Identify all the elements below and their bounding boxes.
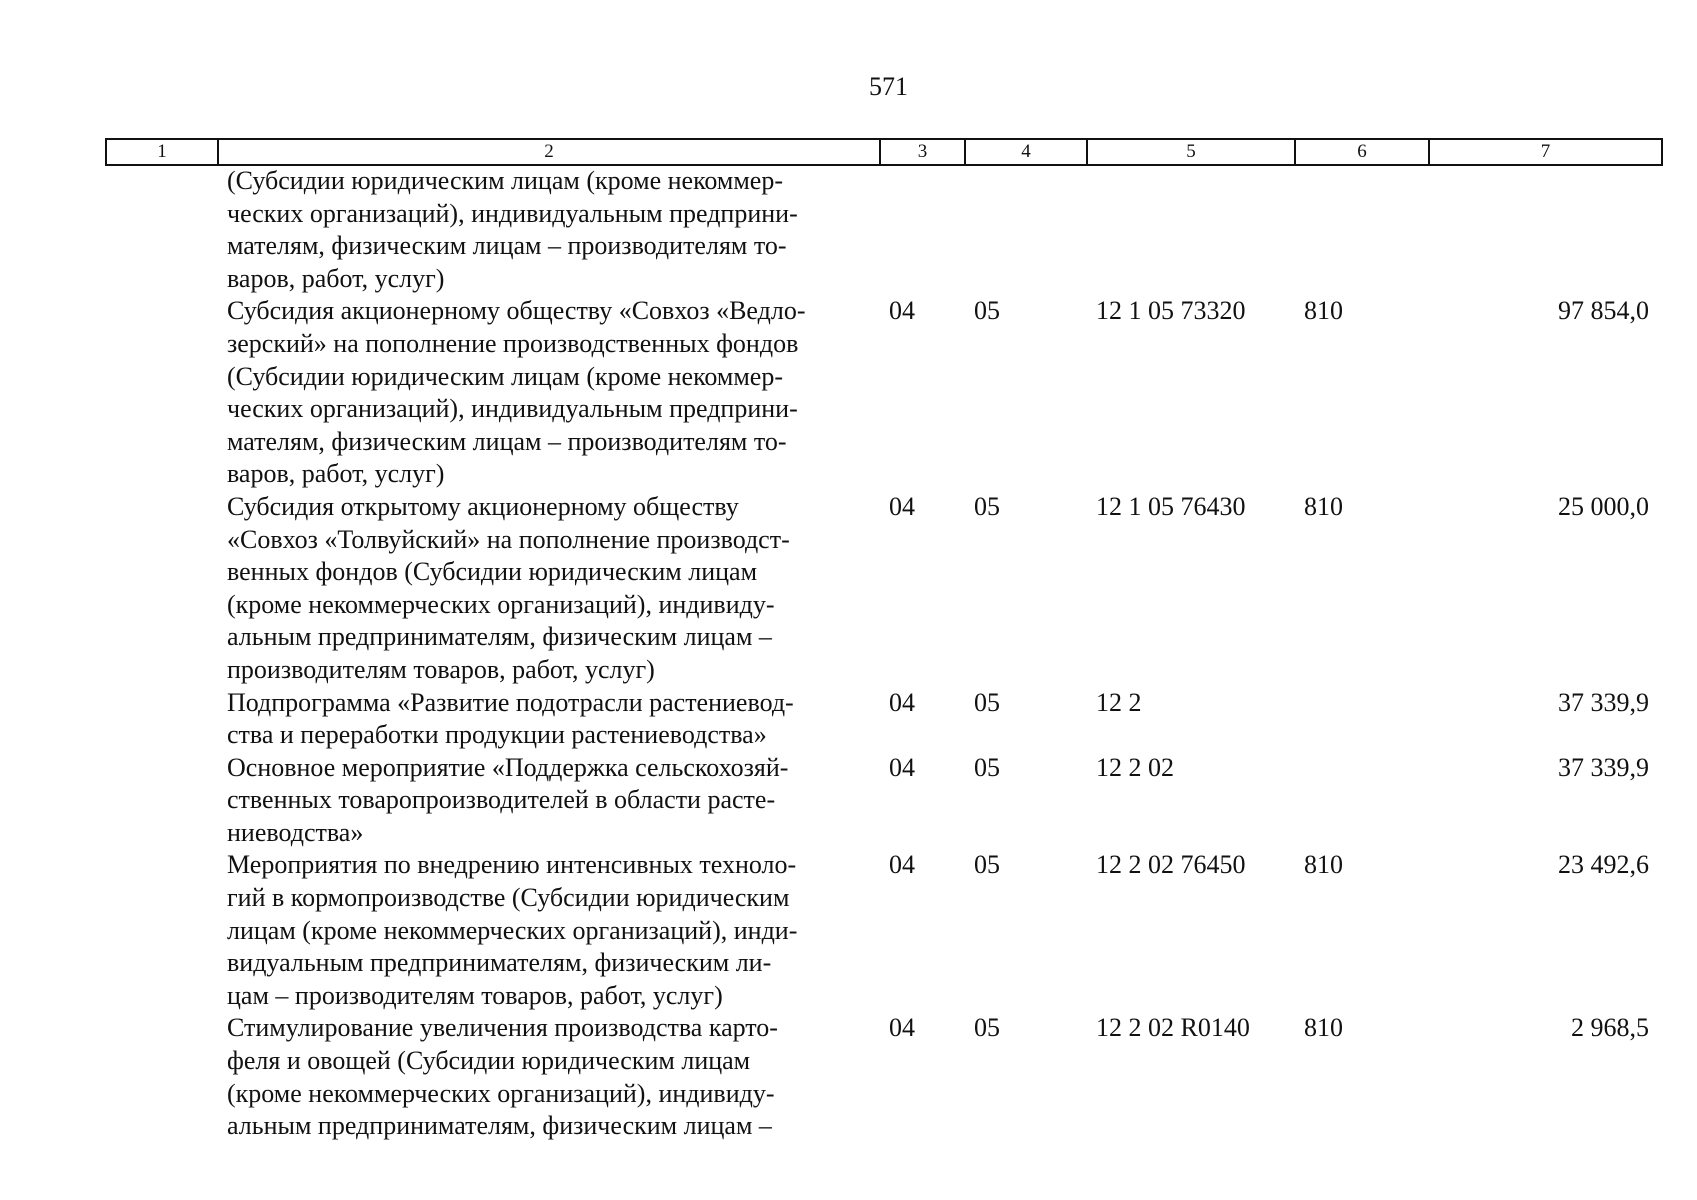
expense-type-cell (1294, 165, 1428, 295)
description-line: ственных товаропроизводителей в области расте- (227, 785, 776, 815)
table-row (105, 165, 1661, 295)
row-number-cell (105, 295, 217, 491)
description-cell (217, 1012, 879, 1142)
row-number-cell (105, 752, 217, 850)
amount-cell: 23 492,6 (1558, 850, 1649, 880)
target-article-cell (1086, 165, 1294, 295)
description-line: гий в кормопроизводстве (Субсидии юридическим (227, 883, 790, 913)
column-header-2: 2 (218, 139, 880, 165)
table-row (105, 849, 1661, 1012)
target-article-cell: 12 1 05 76430 (1096, 491, 1246, 521)
description-cell (217, 491, 879, 687)
table-row (105, 687, 1661, 752)
description-cell (217, 165, 879, 295)
column-header-7: 7 (1429, 139, 1662, 165)
amount-cell: 2 968,5 (1571, 1013, 1649, 1043)
subsection-code-cell: 05 (974, 850, 1000, 880)
section-code-cell: 04 (889, 296, 915, 326)
description-line: Стимулирование увеличения производства карто- (227, 1013, 778, 1043)
description-line: мателям, физическим лицам – производителям то- (227, 231, 787, 261)
expense-type-cell: 810 (1304, 296, 1343, 326)
column-header-1: 1 (106, 139, 218, 165)
description-line: (Субсидии юридическим лицам (кроме некоммер- (227, 361, 783, 391)
amount-cell: 37 339,9 (1558, 687, 1649, 717)
target-article-cell: 12 2 (1096, 687, 1142, 717)
description-line: Субсидия открытому акционерному обществу (227, 491, 739, 521)
row-number-cell (105, 165, 217, 295)
column-header-5: 5 (1087, 139, 1295, 165)
expense-type-cell (1294, 687, 1428, 752)
description-line: Подпрограмма «Развитие подотрасли растениевод- (227, 687, 794, 717)
description-line: мателям, физическим лицам – производителям то- (227, 426, 787, 456)
expense-type-cell: 810 (1304, 1013, 1343, 1043)
description-line: цам – производителям товаров, работ, услуг) (227, 980, 723, 1010)
description-line: ства и переработки продукции растениеводства» (227, 720, 767, 750)
section-code-cell: 04 (889, 752, 915, 782)
description-line: производителям товаров, работ, услуг) (227, 654, 655, 684)
expense-type-cell: 810 (1304, 491, 1343, 521)
description-line: феля и овощей (Субсидии юридическим лицам (227, 1046, 751, 1076)
amount-cell: 37 339,9 (1558, 752, 1649, 782)
table-row (105, 1012, 1661, 1142)
row-number-cell (105, 849, 217, 1012)
column-header-row (105, 138, 1663, 166)
section-code-cell (879, 165, 964, 295)
section-code-cell: 04 (889, 850, 915, 880)
description-line: ческих организаций), индивидуальным предприни- (227, 394, 798, 424)
description-line: Субсидия акционерному обществу «Совхоз «Ведло- (227, 296, 806, 326)
table-row (105, 752, 1661, 850)
target-article-cell: 12 2 02 (1096, 752, 1174, 782)
column-header-4: 4 (965, 139, 1087, 165)
section-code-cell: 04 (889, 491, 915, 521)
description-line: Основное мероприятие «Поддержка сельскохозяй- (227, 752, 789, 782)
table-row (105, 295, 1661, 491)
column-header-3: 3 (880, 139, 965, 165)
amount-cell: 25 000,0 (1558, 491, 1649, 521)
target-article-cell: 12 2 02 R0140 (1096, 1013, 1250, 1043)
column-header-6: 6 (1295, 139, 1429, 165)
description-line: (Субсидии юридическим лицам (кроме некоммер- (227, 166, 783, 195)
description-line: ниеводства» (227, 817, 364, 847)
section-code-cell: 04 (889, 687, 915, 717)
description-line: (кроме некоммерческих организаций), индивиду- (227, 589, 775, 619)
description-cell (217, 295, 879, 491)
target-article-cell: 12 2 02 76450 (1096, 850, 1246, 880)
description-line: видуальным предпринимателям, физическим ли- (227, 948, 772, 978)
description-line: зерский» на пополнение производственных фондов (227, 328, 799, 358)
subsection-code-cell: 05 (974, 296, 1000, 326)
subsection-code-cell: 05 (974, 1013, 1000, 1043)
description-line: Мероприятия по внедрению интенсивных техноло- (227, 850, 797, 880)
description-cell (217, 752, 879, 850)
row-number-cell (105, 491, 217, 687)
subsection-code-cell (964, 165, 1086, 295)
description-line: лицам (кроме некоммерческих организаций), инди- (227, 915, 798, 945)
description-line: (кроме некоммерческих организаций), индивиду- (227, 1078, 775, 1108)
amount-cell: 97 854,0 (1558, 296, 1649, 326)
description-line: венных фондов (Субсидии юридическим лицам (227, 557, 758, 587)
section-code-cell: 04 (889, 1013, 915, 1043)
budget-table (105, 165, 1661, 1143)
row-number-cell (105, 1012, 217, 1142)
description-line: варов, работ, услуг) (227, 263, 445, 293)
description-line: «Совхоз «Толвуйский» на пополнение производст- (227, 524, 790, 554)
description-line: ческих организаций), индивидуальным предприни- (227, 198, 798, 228)
description-line: варов, работ, услуг) (227, 459, 445, 489)
description-cell (217, 849, 879, 1012)
subsection-code-cell: 05 (974, 491, 1000, 521)
page-number: 571 (869, 72, 908, 101)
subsection-code-cell: 05 (974, 687, 1000, 717)
expense-type-cell (1294, 752, 1428, 850)
expense-type-cell: 810 (1304, 850, 1343, 880)
table-row (105, 491, 1661, 687)
amount-cell (1428, 165, 1661, 295)
description-cell (217, 687, 879, 752)
row-number-cell (105, 687, 217, 752)
target-article-cell: 12 1 05 73320 (1096, 296, 1246, 326)
subsection-code-cell: 05 (974, 752, 1000, 782)
description-line: альным предпринимателям, физическим лицам – (227, 1111, 772, 1141)
description-line: альным предпринимателям, физическим лицам – (227, 622, 772, 652)
